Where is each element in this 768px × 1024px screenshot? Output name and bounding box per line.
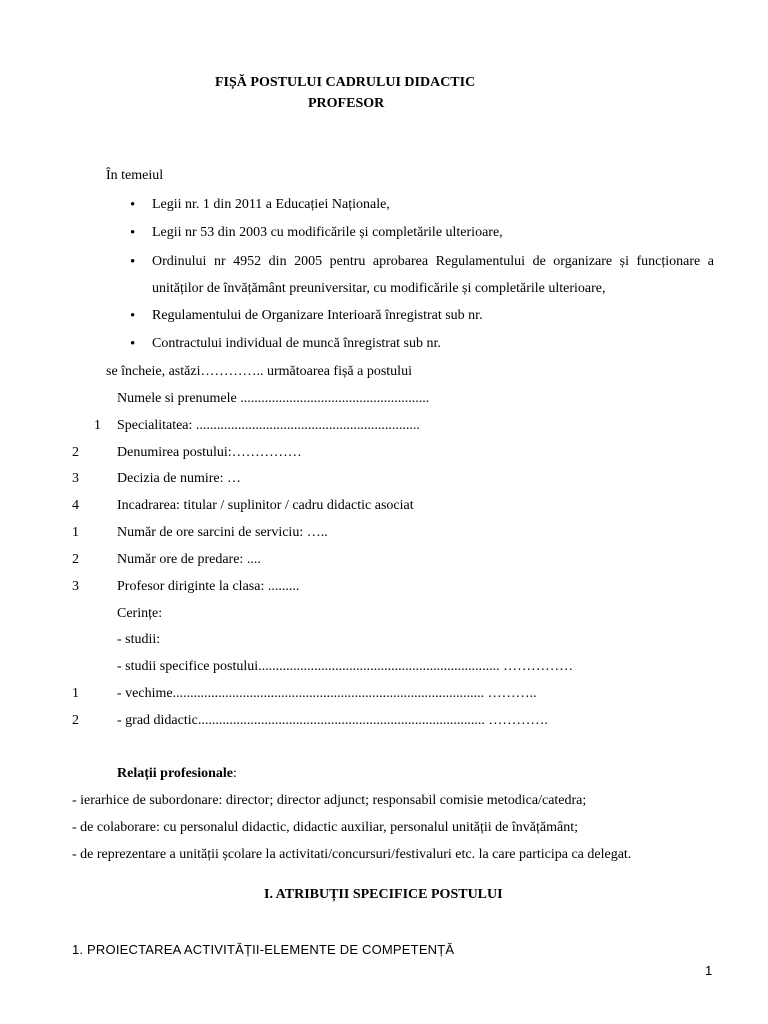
title-line-1: FIȘĂ POSTULUI CADRULUI DIDACTIC [215,75,476,90]
legal-bullet-3: • Ordinului nr 4952 din 2005 pentru aprobarea Regulamentului de organizare și funcționare a [152,253,714,271]
relations-line-representation: - de reprezentare a unității școlare la activitati/concursuri/festivaluri etc. la care participa ca delegat. [72,847,632,862]
field-service-hours: Număr de ore sarcini de serviciu: ….. [117,525,328,540]
field-specialty: Specialitatea: ................................................................ [117,418,420,433]
field-teaching-degree: - grad didactic.................................................................................. …………. [117,713,548,728]
legal-bullet-4: • Regulamentului de Organizare Interioară înregistrat sub nr. [152,307,483,325]
relations-heading-colon: : [233,766,237,781]
relations-line-collaboration: - de colaborare: cu personalul didactic, didactic auxiliar, personalul unității de învățământ; [72,820,578,835]
field-studies: - studii: [117,632,161,647]
field-full-name: Numele si prenumele ...................................................... [117,391,430,406]
field-number: 2 [72,445,79,460]
title-line-2: PROFESOR [308,96,385,111]
section-heading: I. ATRIBUȚII SPECIFICE POSTULUI [264,887,503,902]
intro-text: În temeiul [106,168,164,183]
field-position-name: Denumirea postului:…………… [117,445,302,460]
field-number: 1 [72,525,79,540]
relations-line-hierarchical: - ierarhice de subordonare: director; director adjunct; responsabil comisie metodica/catedra; [72,793,587,808]
field-appointment-decision: Decizia de numire: … [117,471,242,486]
field-homeroom-class: Profesor diriginte la clasa: ......... [117,579,300,594]
field-specific-studies: - studii specifice postului..................................................................... …………… [117,659,574,674]
concluded-text: se încheie, astăzi………….. următoarea fișă a postului [106,364,412,379]
field-seniority: - vechime......................................................................................... ……….. [117,686,537,701]
page-number: 1 [705,963,713,978]
subsection-heading: 1. PROIECTAREA ACTIVITĂȚII-ELEMENTE DE COMPETENȚĂ [72,942,455,957]
field-number: 4 [72,498,79,513]
field-requirements: Cerințe: [117,606,163,621]
legal-bullet-1: • Legii nr. 1 din 2011 a Educației Naționale, [152,196,390,214]
field-number: 2 [72,713,79,728]
relations-heading [117,765,237,783]
field-number: 2 [72,552,79,567]
relations-heading-text: Relații profesionale [117,766,234,781]
field-number: 1 [72,686,79,701]
field-number: 3 [72,579,79,594]
legal-bullet-5: • Contractului individual de muncă înregistrat sub nr. [152,335,441,353]
legal-bullet-3-continuation: unităților de învățământ preuniversitar, cu modificările și completările ulterioare, [152,281,606,296]
field-number: 3 [72,471,79,486]
field-number: 1 [94,418,101,433]
field-teaching-hours: Număr ore de predare: .... [117,552,261,567]
legal-bullet-2: • Legii nr 53 din 2003 cu modificările și completările ulterioare, [152,224,503,242]
field-employment-type: Incadrarea: titular / suplinitor / cadru didactic asociat [117,498,414,513]
